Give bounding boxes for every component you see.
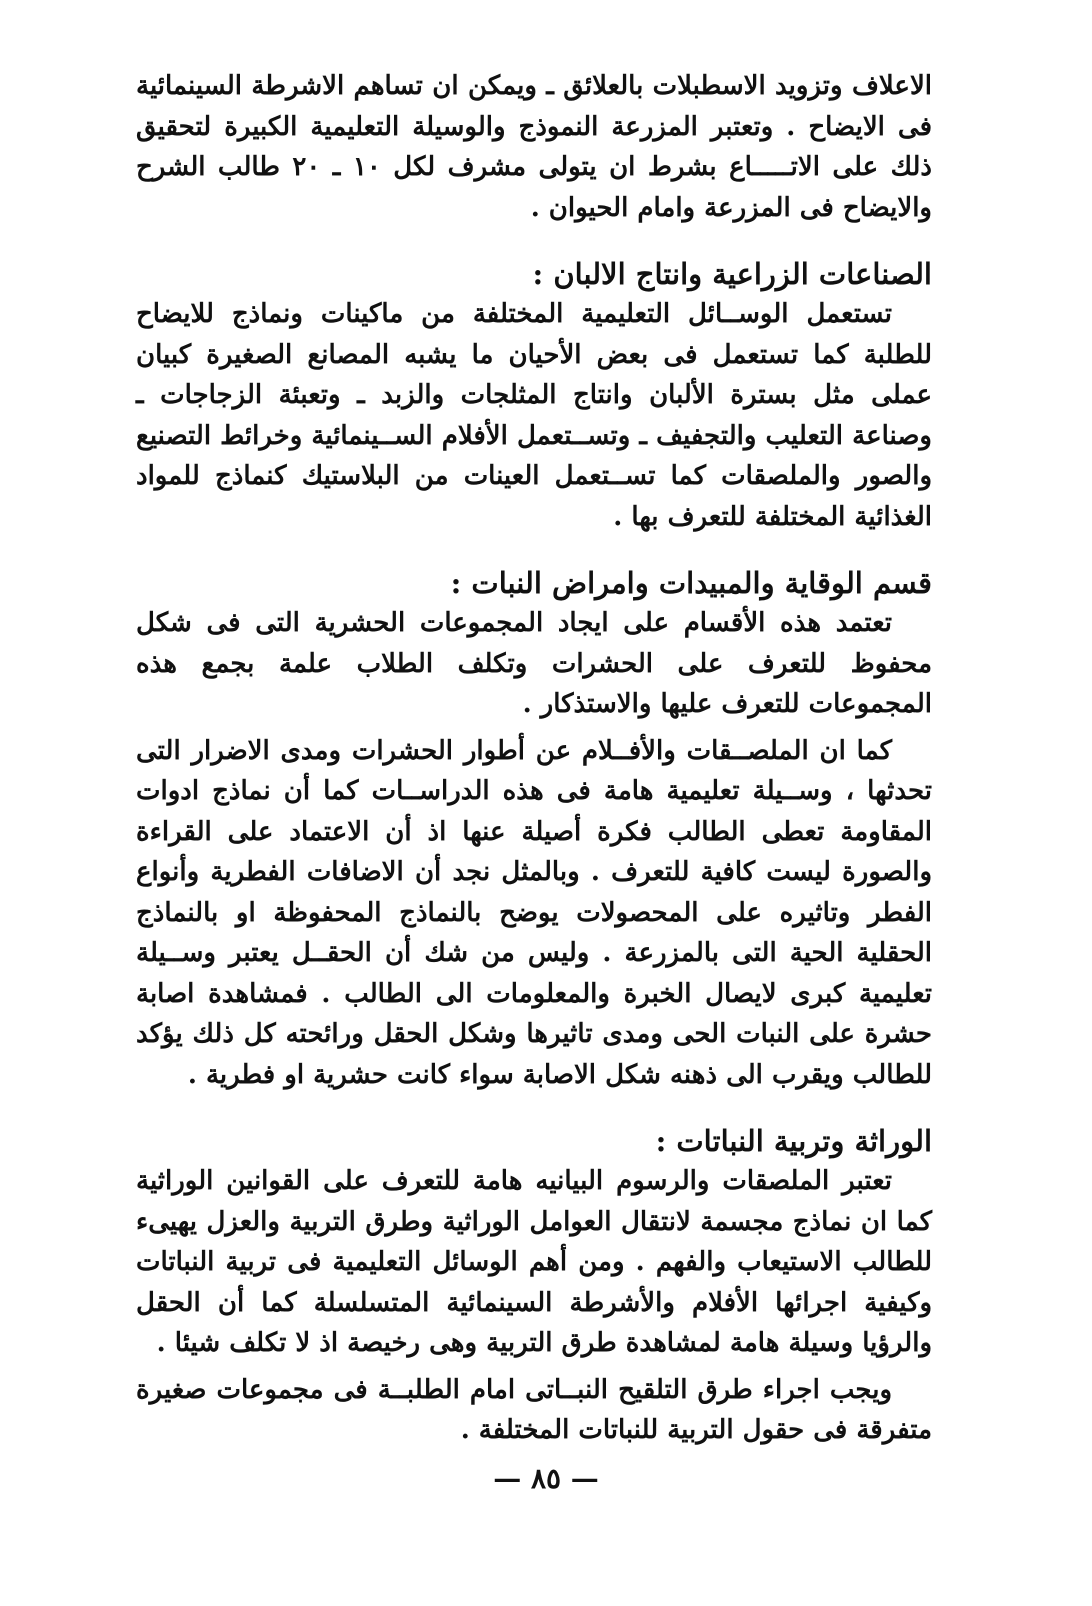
section-paragraph: تستعمل الوســائل التعليمية المختلفة من ماكينات ونماذج للايضاح للطلبة كما تستعمل فى بعض الأحيان ما يشبه المصانع الصغيرة كبيان عملى مثل بسترة الألبان وانتاج المثلجات والزبد ـ وتعبئة الزجاجات ـ وصناعة التعليب والتجفيف ـ وتســتعمل الأفلام الســينمائية وخرائط التصنيع والصور والملصقات كما تســتعمل العينات من البلاستيك كنماذج للمواد الغذائية المختلفة للتعرف بها . xyxy=(136,299,932,532)
section-heading-agro-industries: الصناعات الزراعية وانتاج الالبان : xyxy=(532,257,932,291)
section-heading-genetics: الوراثة وتربية النباتات : xyxy=(655,1124,932,1158)
page-number: — ٨٥ — xyxy=(493,1462,599,1495)
section-paragraph: تعتمد هذه الأقسام على ايجاد المجموعات الحشرية التى فى شكل محفوظ للتعرف على الحشرات وتكلف الطلاب علمة بجمع هذه المجموعات للتعرف عليها والاستذكار . xyxy=(136,608,932,719)
section-paragraph: كما ان الملصــقات والأفــلام عن أطوار الحشرات ومدى الاضرار التى تحدثها ، وســيلة تعليمية هامة فى هذه الدراســات كما أن نماذج ادوات المقاومة تعطى الطالب فكرة أصيلة عنها اذ أن الاعتماد على القراءة والصورة ليست كافية للتعرف . وبالمثل نجد أن الاضافات الفطرية وأنواع الفطر وتاثيره على المحصولات يوضح بالنماذج المحفوظة او بالنماذج الحقلية الحية التى بالمزرعة . وليس من شك أن الحقــل يعتبر وســيلة تعليمية كبرى لايصال الخبرة والمعلومات الى الطالب . فمشاهدة اصابة حشرة على النبات الحى ومدى تاثيرها وشكل الحقل ورائحته كل ذلك يؤكد للطالب ويقرب الى ذهنه شكل الاصابة سواء كانت حشرية او فطرية . xyxy=(136,735,932,1090)
intro-paragraph: الاعلاف وتزويد الاسطبلات بالعلائق ـ ويمكن ان تساهم الاشرطة السينمائية فى الايضاح . وتعتبر المزرعة النموذج والوسيلة التعليمية الكبيرة لتحقيق ذلك على الاتـــــاع بشرط ان يتولى مشرف لكل ١٠ ـ ٢٠ طالب الشرح والايضاح فى المزرعة وامام الحيوان . xyxy=(136,71,932,223)
section-heading-plant-protection: قسم الوقاية والمبيدات وامراض النبات : xyxy=(450,566,932,600)
page-content xyxy=(136,66,932,1451)
section-paragraph: ويجب اجراء طرق التلقيح النبــاتى امام الطلبــة فى مجموعات صغيرة متفرقة فى حقول التربية للنباتات المختلفة . xyxy=(136,1374,932,1445)
section-paragraph: تعتبر الملصقات والرسوم البيانيه هامة للتعرف على القوانين الوراثية كما ان نماذج مجسمة لانتقال العوامل الوراثية وطرق التربية والعزل يهيىء للطالب الاستيعاب والفهم . ومن أهم الوسائل التعليمية فى تربية النباتات وكيفية اجرائها الأفلام والأشرطة السينمائية المتسلسلة كما أن الحقل والرؤيا وسيلة هامة لمشاهدة طرق التربية وهى رخيصة اذ لا تكلف شيئا . xyxy=(136,1166,932,1358)
